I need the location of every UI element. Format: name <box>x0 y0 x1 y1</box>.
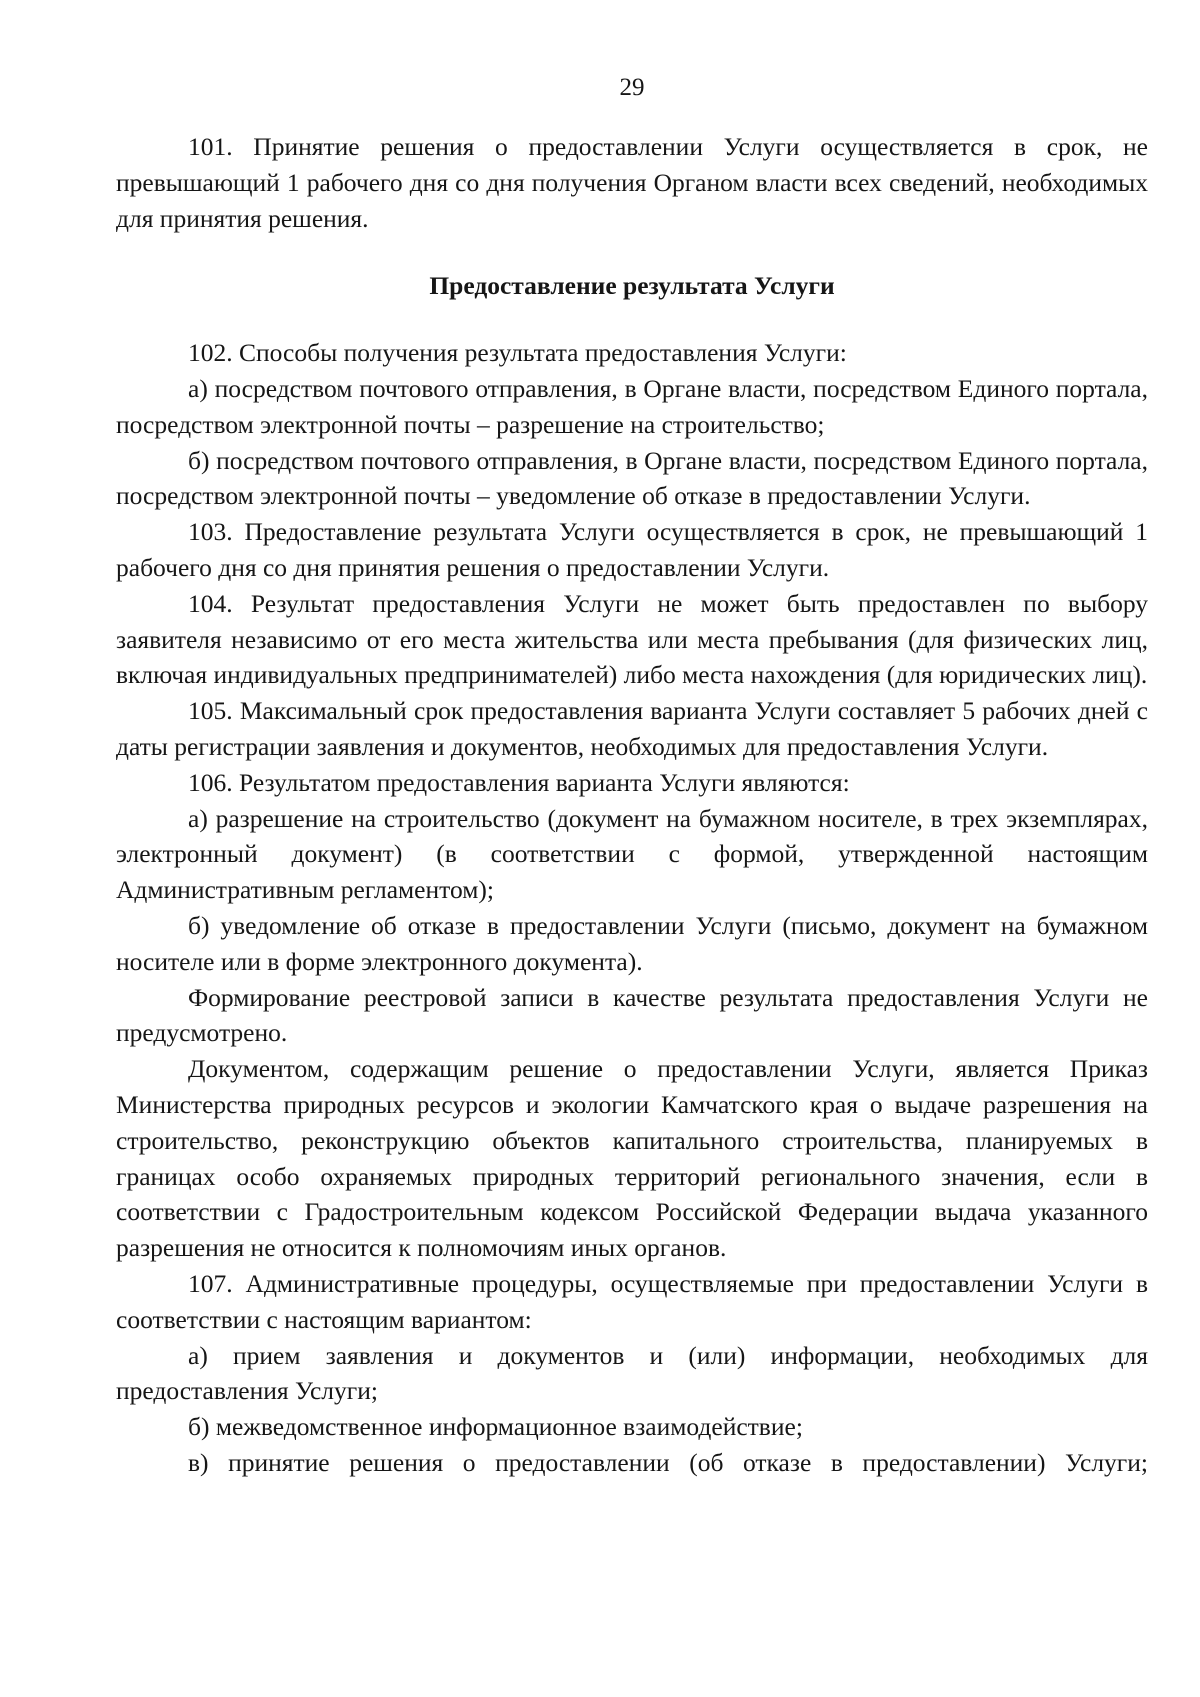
document-page <box>116 70 1148 1481</box>
paragraph-107-c: в) принятие решения о предоставлении (об отказе в предоставлении) Услуги; <box>188 1447 1148 1477</box>
paragraph-107-a: а) прием заявления и документов и (или) информации, необходимых для предоставления Услуги; <box>116 1340 1148 1406</box>
paragraph-104: 104. Результат предоставления Услуги не может быть предоставлен по выбору заявителя независимо от его места жительства или места пребывания (для физических лиц, включая индивидуальных предпринимателей) либо места нахождения (для юридических лиц). <box>116 588 1148 690</box>
paragraph-107-b: б) межведомственное информационное взаимодействие; <box>188 1412 803 1442</box>
paragraph-106-a: а) разрешение на строительство (документ на бумажном носителе, в трех экземплярах, электронный документ) (в соответствии с формой, утвержденной настоящим Административным регламентом); <box>116 803 1148 905</box>
paragraph-106: 106. Результатом предоставления варианта Услуги являются: <box>188 767 850 797</box>
paragraph-105: 105. Максимальный срок предоставления варианта Услуги составляет 5 рабочих дней с даты регистрации заявления и документов, необходимых для предоставления Услуги. <box>116 696 1148 761</box>
paragraph-106-b: б) уведомление об отказе в предоставлении Услуги (письмо, документ на бумажном носителе или в форме электронного документа). <box>116 910 1148 976</box>
paragraph-102: 102. Способы получения результата предоставления Услуги: <box>188 338 847 368</box>
paragraph-103: 103. Предоставление результата Услуги осуществляется в срок, не превышающий 1 рабочего дня со дня принятия решения о предоставлении Услуги. <box>116 517 1148 582</box>
paragraph-101: 101. Принятие решения о предоставлении Услуги осуществляется в срок, не превышающий 1 рабочего дня со дня получения Органом власти всех сведений, необходимых для принятия решения. <box>116 132 1148 233</box>
paragraph-decision-document: Документом, содержащим решение о предоставлении Услуги, является Приказ Министерства природных ресурсов и экологии Камчатского края о выдаче разрешения на строительство, реконструкцию объектов капитального строительства, планируемых в границах особо охраняемых природных территорий регионального значения, если в соответствии с Градостроительным кодексом Российской Федерации выдача указанного разрешения не относится к полномочиям иных органов. <box>116 1054 1148 1263</box>
section-heading: Предоставление результата Услуги <box>429 271 835 301</box>
paragraph-107: 107. Административные процедуры, осуществляемые при предоставлении Услуги в соответствии с настоящим вариантом: <box>116 1268 1148 1334</box>
paragraph-registry-record: Формирование реестровой записи в качестве результата предоставления Услуги не предусмотрено. <box>116 982 1148 1048</box>
page-number: 29 <box>619 74 645 101</box>
paragraph-102-a: а) посредством почтового отправления, в Органе власти, посредством Единого портала, посредством электронной почты – разрешение на строительство; <box>116 373 1148 439</box>
paragraph-102-b: б) посредством почтового отправления, в Органе власти, посредством Единого портала, посредством электронной почты – уведомление об отказе в предоставлении Услуги. <box>116 445 1148 511</box>
